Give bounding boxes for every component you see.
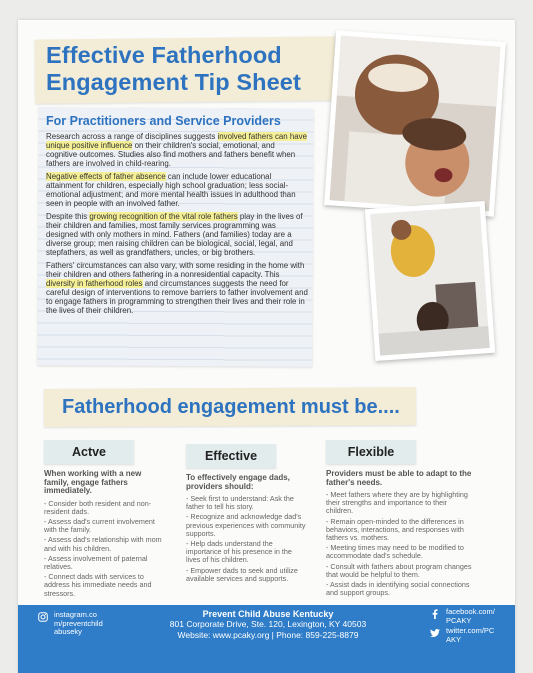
intro-text <box>46 132 308 319</box>
intro-paragraph-2 <box>46 172 308 208</box>
text-span: play in the lives of their children and families, most family services programming was designed with only mothers in mind. Fathers (and families) today are a diverse group; men raising children can be biological, social, legal, and stepfathers, as well as grandfathers, uncles, or big brothers. <box>46 212 303 257</box>
twitter-icon <box>430 628 440 638</box>
title-line-2: Engagement Tip Sheet <box>46 69 301 95</box>
twitter-handle: twitter.com/PCAKY <box>446 626 495 644</box>
highlight: diversity in fatherhood roles <box>46 279 143 288</box>
list-item: - Help dads understand the importance of his presence in the lives of his children. <box>186 540 306 565</box>
text-span: Fathers' circumstances can also vary, with some residing in the home with their children and others fathering in a nonresidential capacity. This <box>46 261 305 279</box>
twitter-link[interactable] <box>430 627 496 644</box>
list-item: - Assess involvement of paternal relatives. <box>44 555 164 571</box>
column-active <box>44 440 164 600</box>
footer <box>18 605 515 673</box>
child-lifted-photo <box>365 201 495 361</box>
column-list <box>186 495 306 583</box>
title-line-1: Effective Fatherhood <box>46 42 282 68</box>
text-span: Research across a range of disciplines suggests <box>46 132 218 141</box>
column-heading: Effective <box>186 444 276 468</box>
column-lead: When working with a new family, engage fathers immediately. <box>44 469 142 495</box>
facebook-link[interactable] <box>430 608 496 625</box>
column-effective <box>186 440 306 585</box>
column-lead: To effectively engage dads, providers should: <box>186 473 290 491</box>
list-item: - Assist dads in identifying social connections and support groups. <box>326 581 476 597</box>
facebook-icon <box>430 609 440 619</box>
text-span: can include lower educational attainment for children, especially high school graduation; less social-emotional adjustment; and more mental health issues in adulthood than seen in people with an involved father. <box>46 172 296 208</box>
list-item: - Recognize and acknowledge dad's previous experiences with community supports. <box>186 513 306 538</box>
list-item: - Connect dads with services to address his immediate needs and stressors. <box>44 573 164 598</box>
intro-paragraph-4 <box>46 261 308 315</box>
column-lead: Providers must be able to adapt to the father's needs. <box>326 469 472 487</box>
text-span: and circumstances suggests the need for careful design of interventions to remove barriers to father involvement and to engage fathers in programming to strengthen their lives and their role in the lives of their children. <box>46 279 308 315</box>
column-list <box>44 500 164 598</box>
intro-paragraph-1 <box>46 132 308 168</box>
instagram-link[interactable] <box>38 611 104 637</box>
footer-address: 801 Corporate Drive, Ste. 120, Lexington, KY 40503 <box>169 619 367 629</box>
highlight: Negative effects of father absence <box>46 172 166 181</box>
column-heading: Flexible <box>326 440 416 464</box>
highlight: involved fathers can have unique positive influence <box>46 132 307 150</box>
section-heading: Fatherhood engagement must be.... <box>62 396 400 418</box>
list-item: - Meet fathers where they are by highlighting their strengths and importance to their children. <box>326 491 476 516</box>
text-span: on their children's social, emotional, and cognitive outcomes. Studies also find mothers and fathers benefit when fathers are involved in child-rearing. <box>46 141 296 168</box>
father-child-photo <box>324 30 506 216</box>
highlight: growing recognition of the vital role fathers <box>89 212 238 221</box>
page-subtitle: For Practitioners and Service Providers <box>46 114 281 128</box>
list-item: - Empower dads to seek and utilize available services and supports. <box>186 567 306 583</box>
page-title <box>46 42 346 96</box>
footer-contact <box>148 609 388 641</box>
list-item: - Seek first to understand: Ask the father to tell his story. <box>186 495 306 511</box>
footer-website-phone[interactable]: Website: www.pcaky.org | Phone: 859-225-8879 <box>177 630 359 640</box>
list-item: - Consider both resident and non-resident dads. <box>44 500 164 516</box>
column-flexible <box>326 440 476 599</box>
list-item: - Meeting times may need to be modified to accommodate dad's schedule. <box>326 544 476 560</box>
column-list <box>326 491 476 597</box>
footer-org: Prevent Child Abuse Kentucky <box>202 609 334 619</box>
facebook-handle: facebook.com/PCAKY <box>446 607 495 625</box>
column-heading: Actve <box>44 440 134 464</box>
list-item: - Assess dad's current involvement with the family. <box>44 518 164 534</box>
list-item: - Assess dad's relationship with mom and with his children. <box>44 536 164 552</box>
instagram-icon <box>38 612 48 622</box>
intro-paragraph-3 <box>46 212 308 257</box>
list-item: - Remain open-minded to the differences in behaviors, interactions, and responses with fathers vs. mothers. <box>326 518 476 543</box>
list-item: - Consult with fathers about program changes that would be helpful to them. <box>326 563 476 579</box>
text-span: Despite this <box>46 212 90 221</box>
instagram-handle: instagram.com/preventchildabuseky <box>54 610 103 636</box>
